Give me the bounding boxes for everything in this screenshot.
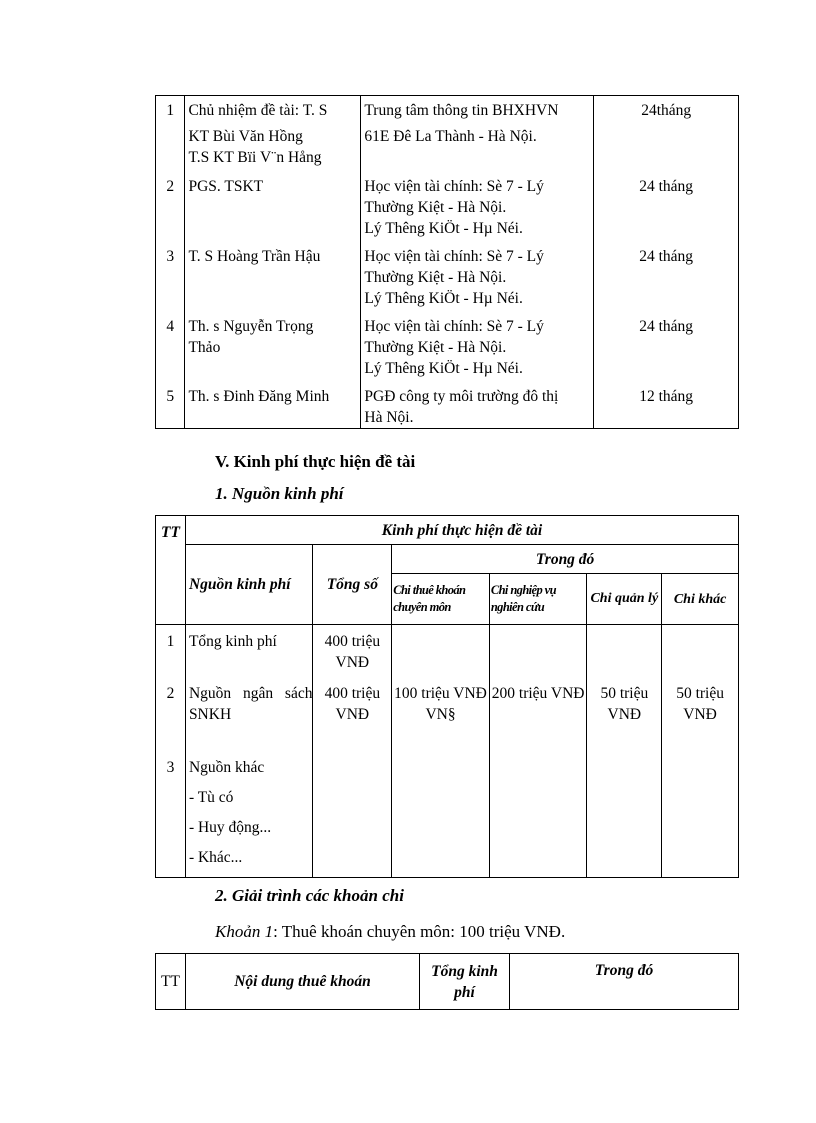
- staff-org-line: Học viện tài chính: Sè 7 - Lý: [364, 318, 544, 335]
- khoan-label: Khoản 1: [215, 922, 274, 941]
- staff-name: [185, 386, 361, 429]
- staff-tt: 2: [156, 176, 185, 246]
- staff-time: 24 tháng: [594, 176, 739, 246]
- budget-tt: 1: [156, 625, 186, 684]
- budget-row: [156, 787, 739, 817]
- staff-org-line: Lý Thêng KiÖt - Hµ Néi.: [364, 220, 523, 237]
- budget-header-c2: Chi nghiệp vụ nghiên cứu: [489, 574, 587, 625]
- staff-row: [156, 126, 739, 176]
- staff-org-line: Trung tâm thông tin BHXHVN: [364, 102, 559, 119]
- staff-org-line: 61E Đê La Thành - Hà Nội.: [364, 128, 537, 145]
- budget-table: [155, 515, 739, 878]
- budget-row: [156, 757, 739, 787]
- staff-name-line: Th. s Đinh Đăng Minh: [188, 388, 330, 405]
- staff-org-line: Lý Thêng KiÖt - Hµ Néi.: [364, 290, 523, 307]
- staff-name-line: T. S Hoàng Trần Hậu: [188, 248, 321, 265]
- staff-org-line: Thường Kiệt - Hà Nội.: [364, 339, 507, 356]
- staff-time: 12 tháng: [594, 386, 739, 429]
- staff-org-line: PGĐ công ty môi trường đô thị: [364, 388, 559, 405]
- budget-header-c1: Chi thuê khoán chuyên môn: [392, 574, 490, 625]
- budget-c3: 50 triệu VNĐ: [587, 683, 662, 757]
- budget-header-source: Nguồn kinh phí: [185, 545, 313, 625]
- staff-name-line: Thảo: [188, 339, 221, 356]
- contract-header-trong-do: Trong đó: [510, 954, 739, 1010]
- section-v-heading: V. Kinh phí thực hiện đề tài: [215, 452, 416, 471]
- staff-name: [185, 246, 361, 316]
- staff-row: [156, 246, 739, 316]
- staff-name-line: PGS. TSKT: [188, 178, 264, 195]
- staff-org: [361, 386, 594, 429]
- staff-time: [594, 126, 739, 176]
- staff-org: [361, 176, 594, 246]
- staff-org-line: Lý Thêng KiÖt - Hµ Néi.: [364, 360, 523, 377]
- staff-name-line: Th. s Nguyễn Trọng: [188, 318, 314, 335]
- staff-time: 24 tháng: [594, 316, 739, 386]
- staff-org-line: Thường Kiệt - Hà Nội.: [364, 199, 507, 216]
- budget-header-c3: Chi quản lý: [587, 574, 662, 625]
- staff-tt: 1: [156, 96, 185, 127]
- budget-total: 400 triệu VNĐ: [313, 625, 392, 684]
- staff-time: 24tháng: [594, 96, 739, 127]
- khoan-text: : Thuê khoán chuyên môn: 100 triệu VNĐ.: [273, 922, 566, 941]
- contract-header-content: Nội dung thuê khoán: [186, 954, 420, 1010]
- budget-row: [156, 847, 739, 878]
- staff-org-line: Thường Kiệt - Hà Nội.: [364, 269, 507, 286]
- section-2-heading: 2. Giải trình các khoản chi: [215, 886, 404, 905]
- staff-name: [185, 126, 361, 176]
- staff-row: [156, 96, 739, 127]
- budget-header-trong-do: Trong đó: [392, 545, 739, 574]
- staff-org-line: Hà Nội.: [364, 409, 414, 426]
- budget-c1-extra: VN§: [425, 706, 456, 723]
- budget-header-tt: TT: [156, 516, 186, 625]
- contract-header-total: Tổng kinh phí: [420, 954, 510, 1010]
- budget-source: - Khác...: [185, 847, 313, 878]
- budget-header-c4: Chi khác: [662, 574, 739, 625]
- staff-org: [361, 96, 594, 127]
- staff-row: [156, 386, 739, 429]
- staff-table: [155, 95, 739, 429]
- staff-time: 24 tháng: [594, 246, 739, 316]
- staff-org-line: Học viện tài chính: Sè 7 - Lý: [364, 248, 544, 265]
- budget-row: [156, 683, 739, 757]
- budget-header-main: Kinh phí thực hiện đề tài: [185, 516, 738, 545]
- staff-tt: 3: [156, 246, 185, 316]
- budget-row: [156, 817, 739, 847]
- budget-source: - Huy động...: [185, 817, 313, 847]
- budget-c1-value: 100 triệu VNĐ: [394, 685, 487, 702]
- budget-header-total: Tổng số: [313, 545, 392, 625]
- staff-name: [185, 96, 361, 127]
- staff-name-line: KT Bùi Văn Hồng: [188, 128, 303, 145]
- budget-tt: 2: [156, 683, 186, 757]
- budget-c2: 200 triệu VNĐ: [489, 683, 587, 757]
- staff-tt: 5: [156, 386, 185, 429]
- budget-source: - Tù có: [185, 787, 313, 817]
- budget-total: 400 triệu VNĐ: [313, 683, 392, 757]
- khoan-1-line: [215, 922, 565, 942]
- staff-name: [185, 316, 361, 386]
- staff-name-line: Chủ nhiệm đề tài: T. S: [188, 102, 328, 119]
- budget-tt: 3: [156, 757, 186, 787]
- staff-org: [361, 246, 594, 316]
- contract-table: [155, 953, 739, 1010]
- budget-row: [156, 625, 739, 684]
- staff-org-line: Học viện tài chính: Sè 7 - Lý: [364, 178, 544, 195]
- budget-source: Tổng kinh phí: [185, 625, 313, 684]
- budget-c4: 50 triệu VNĐ: [662, 683, 739, 757]
- staff-name-line: T.S KT Bïi V¨n Hång: [188, 149, 322, 166]
- section-1-heading: 1. Nguồn kinh phí: [215, 484, 344, 503]
- staff-org: [361, 126, 594, 176]
- staff-row: [156, 176, 739, 246]
- budget-source: Nguồn ngân sách SNKH: [185, 683, 313, 757]
- staff-row: [156, 316, 739, 386]
- staff-tt: [156, 126, 185, 176]
- staff-org: [361, 316, 594, 386]
- contract-header-tt: TT: [156, 954, 186, 1010]
- budget-source: Nguồn khác: [185, 757, 313, 787]
- budget-c1: [392, 683, 490, 757]
- staff-tt: 4: [156, 316, 185, 386]
- staff-name: [185, 176, 361, 246]
